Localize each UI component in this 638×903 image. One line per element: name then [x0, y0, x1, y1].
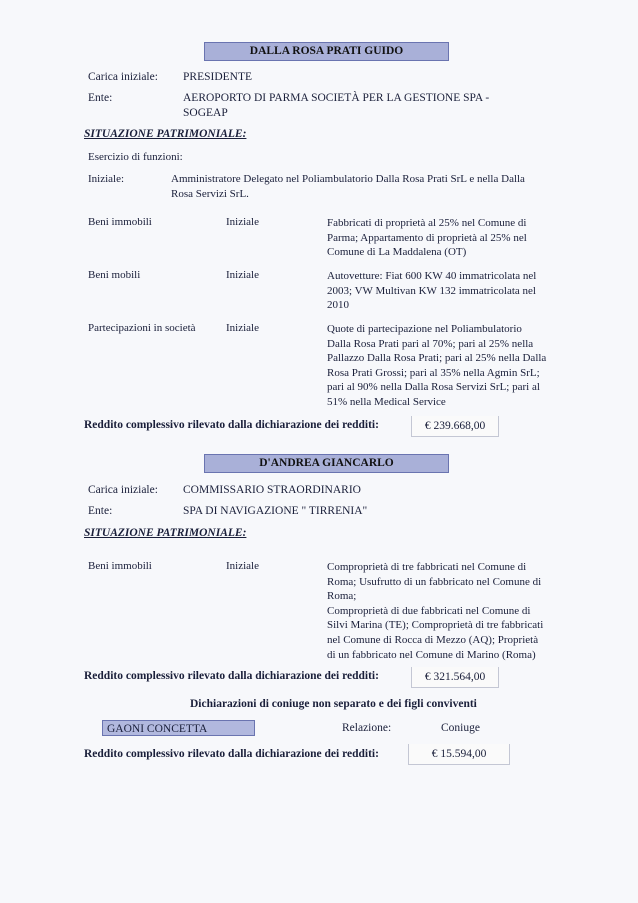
description-line: Autovetture: Fiat 600 KW 40 immatricolata nel [327, 270, 537, 282]
description-line: Silvi Marina (TE); Comproprietà di tre fabbricati [327, 619, 544, 632]
coniuge-section-title: Dichiarazioni di coniuge non separato e dei figli conviventi [190, 698, 477, 710]
iniziale-label: Iniziale: [88, 173, 125, 185]
carica-value: PRESIDENTE [183, 71, 252, 83]
description-line: Comune di La Maddalena (OT) [327, 246, 467, 259]
description-line: Rosa Prati Grossi; pari al 35% nella Agmin SrL; [327, 366, 540, 379]
iniziale-value-line2: Rosa Servizi SrL. [171, 188, 249, 200]
ente-label: Ente: [88, 505, 113, 517]
person-name-bar: D'ANDREA GIANCARLO [204, 454, 449, 473]
relazione-label: Relazione: [342, 722, 392, 734]
relazione-value: Coniuge [441, 722, 480, 734]
coniuge-reddito-label: Reddito complessivo rilevato dalla dichiarazione dei redditi: [84, 748, 379, 760]
ente-label: Ente: [88, 92, 113, 104]
beni-description [327, 322, 572, 410]
carica-label: Carica iniziale: [88, 484, 158, 496]
situazione-patrimoniale-title: SITUAZIONE PATRIMONIALE: [84, 527, 247, 539]
situazione-patrimoniale-title: SITUAZIONE PATRIMONIALE: [84, 128, 247, 140]
ente-value-line2: SOGEAP [183, 107, 228, 119]
beni-description [327, 269, 567, 313]
carica-label: Carica iniziale: [88, 71, 158, 83]
reddito-label: Reddito complessivo rilevato dalla dichiarazione dei redditi: [84, 670, 379, 682]
reddito-value: € 321.564,00 [411, 667, 499, 688]
ente-value: SPA DI NAVIGAZIONE " TIRRENIA" [183, 505, 368, 517]
beni-status: Iniziale [226, 560, 259, 572]
beni-category: Beni mobili [88, 269, 141, 281]
beni-status: Iniziale [226, 269, 259, 281]
person-name-bar: DALLA ROSA PRATI GUIDO [204, 42, 449, 61]
beni-status: Iniziale [226, 216, 259, 228]
description-line: Roma; Usufrutto di un fabbricato nel Comune di [327, 575, 542, 588]
description-line: Pallazzo Dalla Rosa Prati; pari al 25% nella Dalla [327, 352, 547, 365]
reddito-value: € 239.668,00 [411, 416, 499, 437]
description-line: Quote di partecipazione nel Poliambulatorio [327, 323, 522, 335]
description-line: 2003; VW Multivan KW 132 immatricolata nel [327, 284, 536, 297]
coniuge-reddito-value: € 15.594,00 [408, 744, 510, 765]
description-line: pari al 90% nella Dalla Rosa Servizi SrL; pari al [327, 381, 540, 394]
description-line: di un fabbricato nel Comune di Marino (Roma) [327, 648, 536, 661]
beni-description [327, 216, 567, 260]
description-line: Comproprietà di tre fabbricati nel Comune di [327, 561, 527, 573]
description-line: 51% nella Medical Service [327, 395, 446, 408]
beni-category: Partecipazioni in società [88, 322, 196, 334]
beni-category: Beni immobili [88, 560, 152, 572]
description-line: Parma; Appartamento di proprietà al 25% nel [327, 231, 527, 244]
description-line: Comproprietà di due fabbricati nel Comune di [327, 604, 531, 617]
carica-value: COMMISSARIO STRAORDINARIO [183, 484, 361, 496]
description-line: 2010 [327, 299, 349, 312]
iniziale-value-line1: Amministratore Delegato nel Poliambulatorio Dalla Rosa Prati SrL e nella Dalla [171, 173, 525, 185]
beni-description [327, 560, 572, 662]
description-line: Roma; [327, 590, 357, 603]
ente-value-line1: AEROPORTO DI PARMA SOCIETÀ PER LA GESTIONE SPA - [183, 92, 490, 104]
esercizio-label: Esercizio di funzioni: [88, 151, 183, 163]
beni-category: Beni immobili [88, 216, 152, 228]
description-line: Dalla Rosa Prati pari al 70%; pari al 25% nella [327, 337, 534, 350]
coniuge-name-bar: GAONI CONCETTA [102, 720, 255, 736]
description-line: Fabbricati di proprietà al 25% nel Comune di [327, 217, 527, 229]
beni-status: Iniziale [226, 322, 259, 334]
reddito-label: Reddito complessivo rilevato dalla dichiarazione dei redditi: [84, 419, 379, 431]
description-line: nel Comune di Rocca di Mezzo (AQ); Proprietà [327, 633, 539, 646]
